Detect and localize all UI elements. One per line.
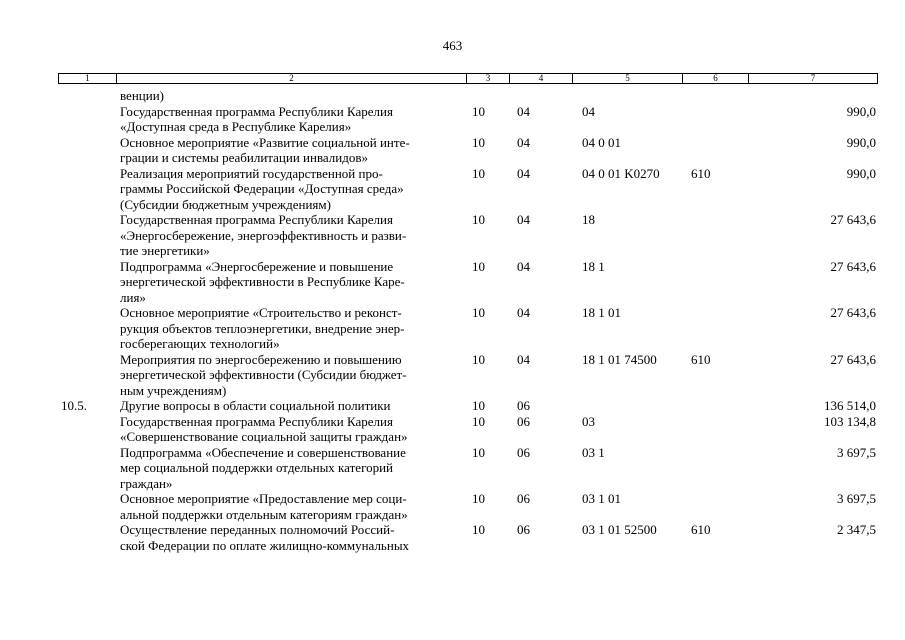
subsection-code: 06 — [517, 444, 530, 460]
section-code: 10 — [472, 103, 485, 119]
row-description — [120, 104, 465, 135]
section-code: 10 — [472, 444, 485, 460]
description-line: энергетической эффективности (Субсидии бюджет- — [120, 367, 407, 382]
subsection-code: 06 — [517, 491, 530, 506]
subsection-code: 04 — [517, 165, 530, 181]
description-line: граждан» — [120, 475, 173, 491]
description-line: ным учреждениям) — [120, 382, 227, 398]
row-description — [120, 135, 465, 166]
header-col-4: 4 — [510, 74, 573, 83]
description-line: тие энергетики» — [120, 243, 210, 258]
description-line: венции) — [120, 88, 164, 103]
header-col-2: 2 — [117, 74, 467, 83]
target-article-code: 18 — [582, 212, 595, 227]
amount-value: 2 347,5 — [837, 522, 876, 537]
target-article-code: 04 — [582, 103, 595, 119]
description-line: Другие вопросы в области социальной политики — [120, 398, 391, 413]
description-line: Основное мероприятие «Предоставление мер соци- — [120, 491, 407, 506]
page-number: 463 — [442, 38, 463, 53]
expense-type-code: 610 — [691, 351, 711, 367]
description-line: «Доступная среда в Республике Карелия» — [120, 119, 352, 134]
description-line: мер социальной поддержки отдельных категорий — [120, 460, 393, 475]
header-col-1: 1 — [59, 74, 117, 83]
amount-value: 27 643,6 — [830, 351, 876, 367]
table-row — [0, 212, 905, 259]
amount-value: 27 643,6 — [830, 212, 876, 227]
amount-value: 3 697,5 — [837, 444, 876, 460]
amount-value: 990,0 — [846, 134, 876, 150]
table-row — [0, 104, 905, 135]
row-description — [120, 491, 465, 522]
amount-value: 990,0 — [846, 165, 876, 181]
description-line: «Совершенствование социальной защиты граждан» — [120, 429, 408, 444]
target-article-code: 03 — [582, 413, 595, 429]
subsection-code: 06 — [517, 398, 530, 413]
subsection-code: 04 — [517, 351, 530, 367]
description-line: граммы Российской Федерации «Доступная среда» — [120, 181, 404, 196]
subsection-code: 06 — [517, 522, 530, 537]
description-line: лия» — [120, 289, 146, 305]
row-description — [120, 398, 465, 414]
amount-value: 990,0 — [846, 103, 876, 119]
description-line: Основное мероприятие «Развитие социальной инте- — [120, 134, 410, 150]
description-line: Государственная программа Республики Карелия — [120, 103, 393, 119]
amount-value: 136 514,0 — [824, 398, 876, 413]
table-row — [0, 88, 905, 104]
table-row — [0, 305, 905, 352]
description-line: Мероприятия по энергосбережению и повышению — [120, 351, 402, 367]
target-article-code: 18 1 01 — [582, 305, 621, 320]
section-code: 10 — [472, 351, 485, 367]
section-code: 10 — [472, 398, 485, 413]
header-col-6: 6 — [683, 74, 749, 83]
target-article-code: 18 1 01 74500 — [582, 351, 657, 367]
description-line: Подпрограмма «Обеспечение и совершенствование — [120, 444, 406, 460]
subsection-code: 04 — [517, 305, 530, 320]
description-line: грации и системы реабилитации инвалидов» — [120, 150, 368, 165]
row-description — [120, 305, 465, 352]
table-row — [0, 135, 905, 166]
header-col-5: 5 — [573, 74, 683, 83]
target-article-code: 04 0 01 — [582, 134, 621, 150]
amount-value: 103 134,8 — [824, 413, 876, 429]
table-row — [0, 445, 905, 492]
section-code: 10 — [472, 212, 485, 227]
section-code: 10 — [472, 413, 485, 429]
row-description — [120, 259, 465, 306]
amount-value: 27 643,6 — [830, 305, 876, 320]
table-row — [0, 259, 905, 306]
description-line: Подпрограмма «Энергосбережение и повышение — [120, 258, 394, 274]
table-body — [0, 88, 905, 553]
row-description — [120, 88, 465, 104]
header-col-3: 3 — [467, 74, 510, 83]
description-line: ской Федерации по оплате жилищно-коммунальных — [120, 537, 410, 553]
section-code: 10 — [472, 491, 485, 506]
target-article-code: 03 1 — [582, 444, 605, 460]
description-line: альной поддержки отдельным категориям граждан» — [120, 506, 408, 522]
table-header — [58, 73, 878, 84]
expense-type-code: 610 — [691, 165, 711, 181]
description-line: Реализация мероприятий государственной про- — [120, 165, 383, 181]
amount-value: 27 643,6 — [830, 258, 876, 274]
table-row — [0, 166, 905, 213]
target-article-code: 03 1 01 — [582, 491, 621, 506]
subsection-code: 04 — [517, 212, 530, 227]
header-col-7: 7 — [810, 73, 816, 83]
row-description — [120, 522, 465, 553]
section-code: 10 — [472, 305, 485, 320]
description-line: рукция объектов теплоэнергетики, внедрение энер- — [120, 320, 405, 336]
description-line: «Энергосбережение, энергоэффективность и разви- — [120, 227, 407, 243]
target-article-code: 18 1 — [582, 258, 605, 274]
description-line: Основное мероприятие «Строительство и реконст- — [120, 305, 402, 320]
row-description — [120, 352, 465, 399]
table-row — [0, 414, 905, 445]
description-line: госберегающих технологий» — [120, 336, 280, 351]
table-row — [0, 522, 905, 553]
description-line: Государственная программа Республики Карелия — [120, 212, 393, 227]
target-article-code: 03 1 01 52500 — [582, 522, 657, 537]
subsection-code: 06 — [517, 413, 530, 429]
subsection-code: 04 — [517, 258, 530, 274]
amount-value: 3 697,5 — [837, 491, 876, 506]
row-description — [120, 414, 465, 445]
section-code: 10 — [472, 258, 485, 274]
table-row — [0, 352, 905, 399]
description-line: Государственная программа Республики Карелия — [120, 413, 393, 429]
expense-type-code: 610 — [691, 522, 711, 537]
row-number: 10.5. — [61, 398, 87, 413]
description-line: (Субсидии бюджетным учреждениям) — [120, 196, 331, 212]
subsection-code: 04 — [517, 134, 530, 150]
description-line: энергетической эффективности в Республике Каре- — [120, 274, 405, 289]
section-code: 10 — [472, 522, 485, 537]
section-code: 10 — [472, 134, 485, 150]
section-code: 10 — [472, 165, 485, 181]
row-description — [120, 445, 465, 492]
row-description — [120, 212, 465, 259]
table-row — [0, 398, 905, 414]
row-description — [120, 166, 465, 213]
description-line: Осуществление переданных полномочий Россий- — [120, 522, 395, 537]
target-article-code: 04 0 01 K0270 — [582, 165, 660, 181]
subsection-code: 04 — [517, 103, 530, 119]
table-row — [0, 491, 905, 522]
